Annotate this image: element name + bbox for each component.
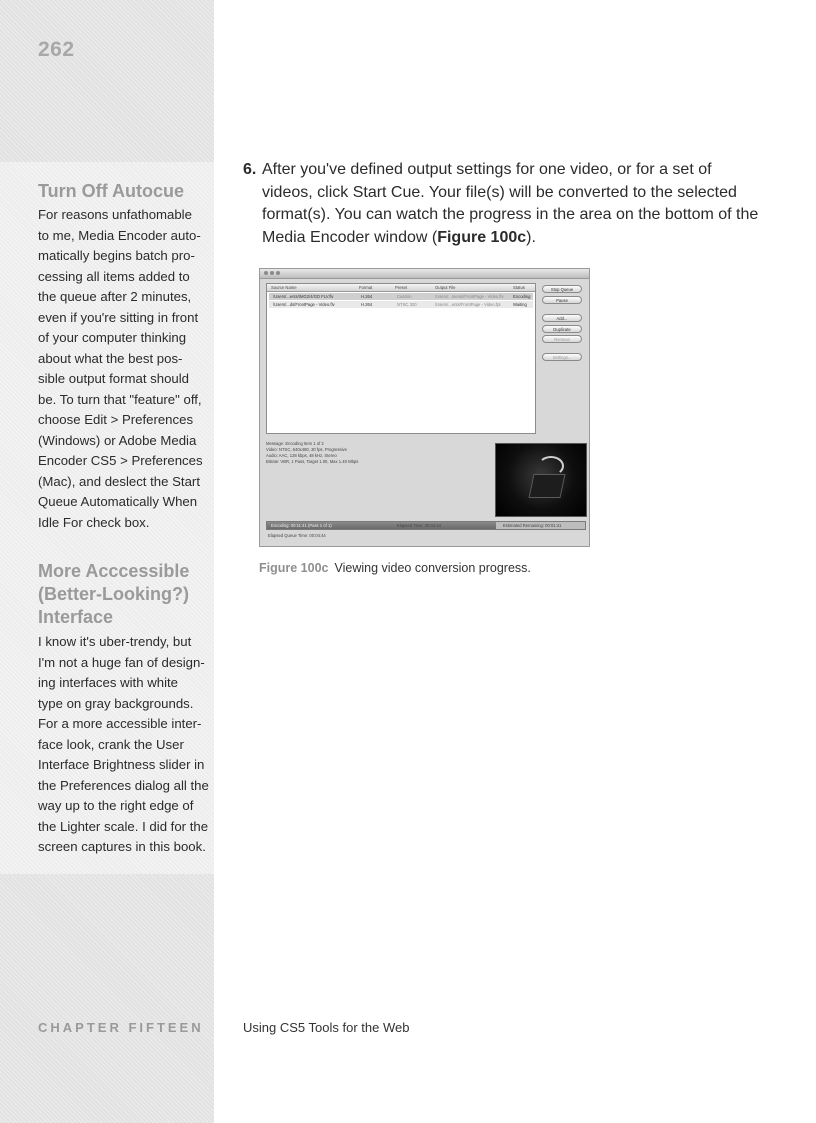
heading-line: (Better-Looking?) — [38, 584, 189, 604]
video-preview — [495, 443, 587, 517]
step-line: videos, click Start Cue. Your file(s) will be converted to the selected — [262, 183, 737, 201]
text-line: be. To turn that "feature" off, — [38, 391, 202, 407]
text-line: (Windows) or Adobe Media — [38, 432, 197, 448]
output-cell: /Users/...ents/FrontPage - Video.fpt — [435, 302, 501, 307]
text-line: choose Edit > Preferences — [38, 412, 194, 427]
text-line: For reasons unfathomable — [38, 207, 192, 222]
table-row[interactable] — [269, 293, 533, 300]
column-header: Status — [513, 285, 525, 290]
encoding-progress-bar — [266, 521, 586, 530]
step-line: format(s). You can watch the progress in the area on the bottom of the — [262, 206, 759, 223]
info-line: Video: NTSC, 640x480, 30 fps, Progressive — [266, 447, 347, 452]
text-line: Idle For check box. — [38, 514, 150, 530]
text-line: (Mac), and deslect the Start — [38, 473, 200, 489]
text-line: Queue Automatically When — [38, 494, 198, 509]
column-header: Preset — [395, 285, 408, 290]
preset-cell: Custom — [397, 294, 412, 299]
text-line: ing interfaces with white — [38, 675, 179, 690]
add-button[interactable]: Add... — [542, 314, 582, 322]
text-line: cessing all items added to — [38, 268, 190, 284]
text-line: face look, crank the User — [38, 736, 184, 752]
sidebar-note-heading — [38, 560, 189, 629]
text-line: I'm not a huge fan of design- — [38, 654, 205, 670]
text-line: type on gray backgrounds. — [38, 695, 194, 711]
text-line: even if you're sitting in front — [38, 309, 199, 325]
window-titlebar — [260, 269, 589, 279]
format-cell: H.264 — [361, 302, 373, 307]
status-cell: Waiting — [513, 302, 527, 307]
text-line: way up to the right edge of — [38, 798, 194, 813]
heading-line: Interface — [38, 607, 114, 627]
window-minimize-icon — [270, 271, 274, 275]
running-title: Using CS5 Tools for the Web — [243, 1020, 410, 1035]
heading-line: More Acccessible — [38, 561, 190, 581]
media-encoder-logo-icon — [528, 474, 565, 498]
step-line — [262, 227, 762, 250]
figure-caption — [259, 561, 531, 575]
sidebar-note-heading — [38, 180, 184, 203]
output-cell: /Users/...ments/FrontPage - Video.flv — [435, 294, 504, 299]
rotate-arrow-icon — [538, 456, 564, 476]
progress-right-text: Estimated Remaining: 00:01:41 — [503, 523, 562, 528]
caption-text: Viewing video conversion progress. — [334, 561, 531, 575]
window-close-icon — [264, 271, 268, 275]
preset-cell: NTSC 320 — [397, 302, 417, 307]
elapsed-queue-time: Elapsed Queue Time: 00:04:44 — [268, 533, 326, 538]
text-line: the queue after 2 minutes, — [38, 289, 192, 304]
figure-reference: Figure 100c — [437, 228, 527, 246]
progress-left-text: Encoding: 00:11:41 (Pass 1 of 1) — [271, 523, 332, 528]
text-line: about what the best pos- — [38, 350, 183, 366]
column-header: Format — [359, 285, 373, 290]
info-line: Audio: AAC, 128 kbps, 48 kHz, Stereo — [266, 453, 337, 458]
stop-queue-button[interactable]: Stop Queue — [542, 285, 582, 293]
text-line: screen captures in this book. — [38, 839, 206, 854]
text-line: sible output format should — [38, 371, 190, 386]
figure-screenshot — [259, 268, 590, 547]
step-line-text: ). — [526, 228, 536, 246]
heading-line: Turn Off Autocue — [38, 181, 184, 201]
text-line: the Lighter scale. I did for the — [38, 818, 209, 834]
text-line: of your computer thinking — [38, 330, 187, 345]
text-line: matically begins batch pro- — [38, 248, 195, 263]
source-cell: /Users/...ds/FrontPage - Video.flv — [273, 302, 335, 307]
progress-mid-text: Elapsed Time: 00:04:44 — [397, 523, 441, 528]
pause-button[interactable]: Pause — [542, 296, 582, 304]
encoding-info — [266, 441, 492, 523]
step-line-text: Media Encoder window ( — [262, 228, 438, 246]
chapter-label: CHAPTER FIFTEEN — [38, 1020, 204, 1035]
step-lines — [262, 159, 762, 249]
sidebar-note-text — [38, 632, 209, 858]
window-zoom-icon — [276, 271, 280, 275]
text-line: the Preferences dialog all the — [38, 777, 209, 793]
sidebar-note-text — [38, 205, 203, 533]
column-header: Source Name — [271, 285, 297, 290]
caption-label: Figure 100c — [259, 561, 329, 575]
step-number: 6. — [243, 161, 257, 178]
duplicate-button[interactable]: Duplicate — [542, 325, 582, 333]
text-line: Encoder CS5 > Preferences — [38, 453, 203, 468]
page-number: 262 — [38, 38, 75, 61]
status-cell: Encoding — [513, 294, 531, 299]
format-cell: H.264 — [361, 294, 373, 299]
encode-queue — [266, 283, 536, 434]
text-line: For a more accessible inter- — [38, 716, 202, 731]
text-line: to me, Media Encoder auto- — [38, 227, 201, 243]
text-line: I know it's uber-trendy, but — [38, 634, 192, 649]
info-line: Message: Encoding Item 1 of 2 — [266, 441, 324, 446]
column-header: Output File — [435, 285, 456, 290]
remove-button[interactable]: Remove — [542, 335, 582, 343]
step-line: After you've defined output settings for one video, or for a set of — [262, 161, 712, 178]
info-line: Bitrate: VBR, 1 Pass, Target 1.00, Max 1.40 Mbps — [266, 459, 359, 464]
table-row[interactable] — [269, 301, 533, 308]
settings-button[interactable]: Settings... — [542, 353, 582, 361]
text-line: Interface Brightness slider in — [38, 757, 205, 772]
source-cell: /Users/...ents/IMG2/4/GD FLV.flv — [273, 294, 334, 299]
queue-header — [267, 284, 535, 292]
